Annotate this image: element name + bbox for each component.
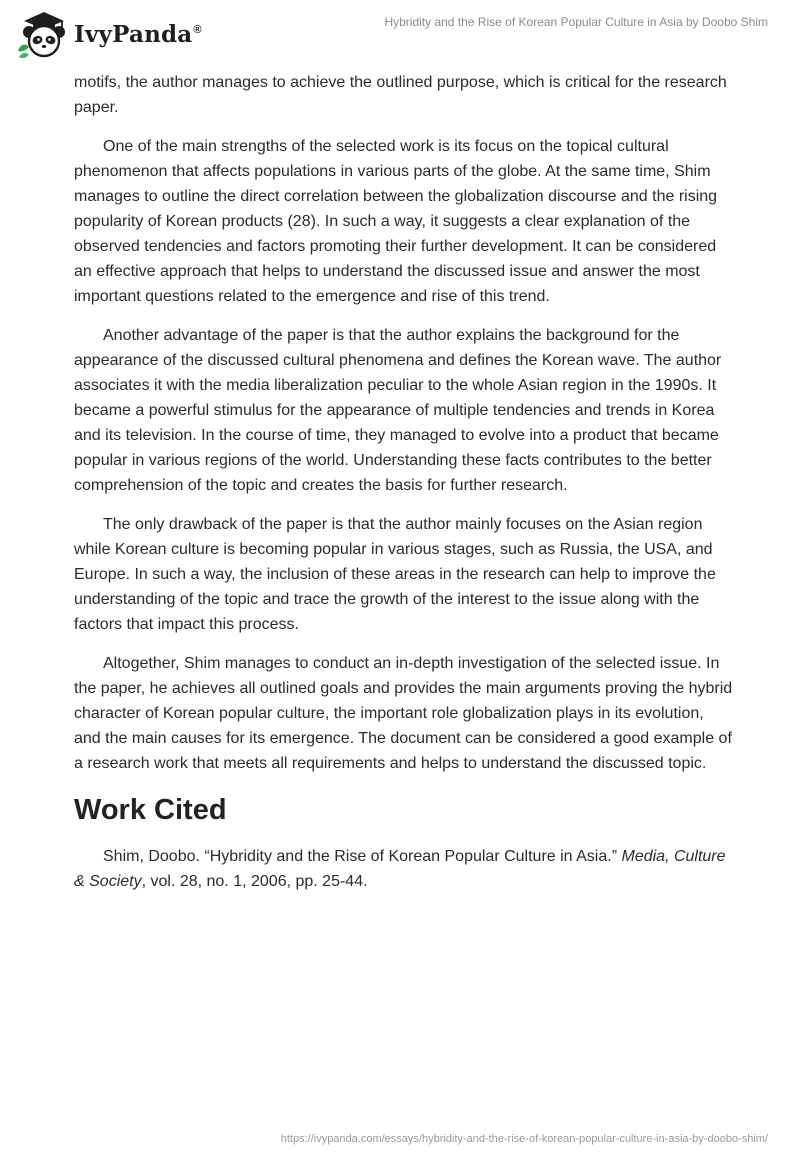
citation-author-title: Shim, Doobo. “Hybridity and the Rise of Korean Popular Culture in Asia.” (103, 848, 622, 865)
paragraph-strengths: One of the main strengths of the selected work is its focus on the topical cultural phenomenon that affects populations in various parts of the globe. At the same time, Shim manages to outline the direct correlation between the globalization discourse and the rising popularity of Korean products (28). In such a way, it suggests a clear explanation of the observed tendencies and factors promoting their further development. It can be considered an effective approach that helps to understand the discussed issue and answer the most important questions related to the emergence and rise of this trend. (74, 138, 718, 305)
paragraph-advantage: Another advantage of the paper is that the author explains the background for the appearance of the discussed cultural phenomena and defines the Korean wave. The author associates it with the media liberalization peculiar to the whole Asian region in the 1990s. It became a powerful stimulus for the appearance of multiple tendencies and trends in Korea and its television. In the course of time, they managed to evolve into a product that became popular in various regions of the world. Understanding these facts contributes to the better comprehension of the topic and creates the basis for further research. (74, 327, 722, 494)
works-cited-heading: Work Cited (74, 794, 227, 826)
registered-mark: ® (193, 23, 202, 36)
source-url[interactable]: https://ivypanda.com/essays/hybridity-and-the-rise-of-korean-popular-culture-in-asia-by-doobo-shim/ (280, 1133, 768, 1145)
document-title: Hybridity and the Rise of Korean Popular Culture in Asia by Doobo Shim (384, 15, 768, 29)
page-header (0, 0, 800, 70)
essay-content (74, 70, 734, 908)
paragraph-drawback: The only drawback of the paper is that the author mainly focuses on the Asian region while Korean culture is becoming popular in various stages, such as Russia, the USA, and Europe. In such a way, the inclusion of these areas in the research can help to improve the understanding of the topic and trace the growth of the interest to the issue along with the factors that impact this process. (74, 516, 716, 633)
paragraph-conclusion: Altogether, Shim manages to conduct an in-depth investigation of the selected issue. In the paper, he achieves all outlined goals and provides the main arguments proving the hybrid character of Korean popular culture, the important role globalization plays in its evolution, and the main causes for its emergence. The document can be considered a good example of a research work that meets all requirements and helps to understand the discussed topic. (74, 655, 733, 772)
panda-graduation-cap-icon (14, 7, 70, 59)
citation-entry (74, 844, 734, 894)
ivypanda-logo[interactable] (14, 7, 202, 59)
paragraph-continuation: motifs, the author manages to achieve the outlined purpose, which is critical for the research paper. (74, 74, 727, 116)
citation-details: , vol. 28, no. 1, 2006, pp. 25-44. (141, 873, 368, 890)
brand-name: IvyPanda® (74, 20, 202, 48)
citation-journal: Media, Culture & Society (74, 848, 726, 890)
